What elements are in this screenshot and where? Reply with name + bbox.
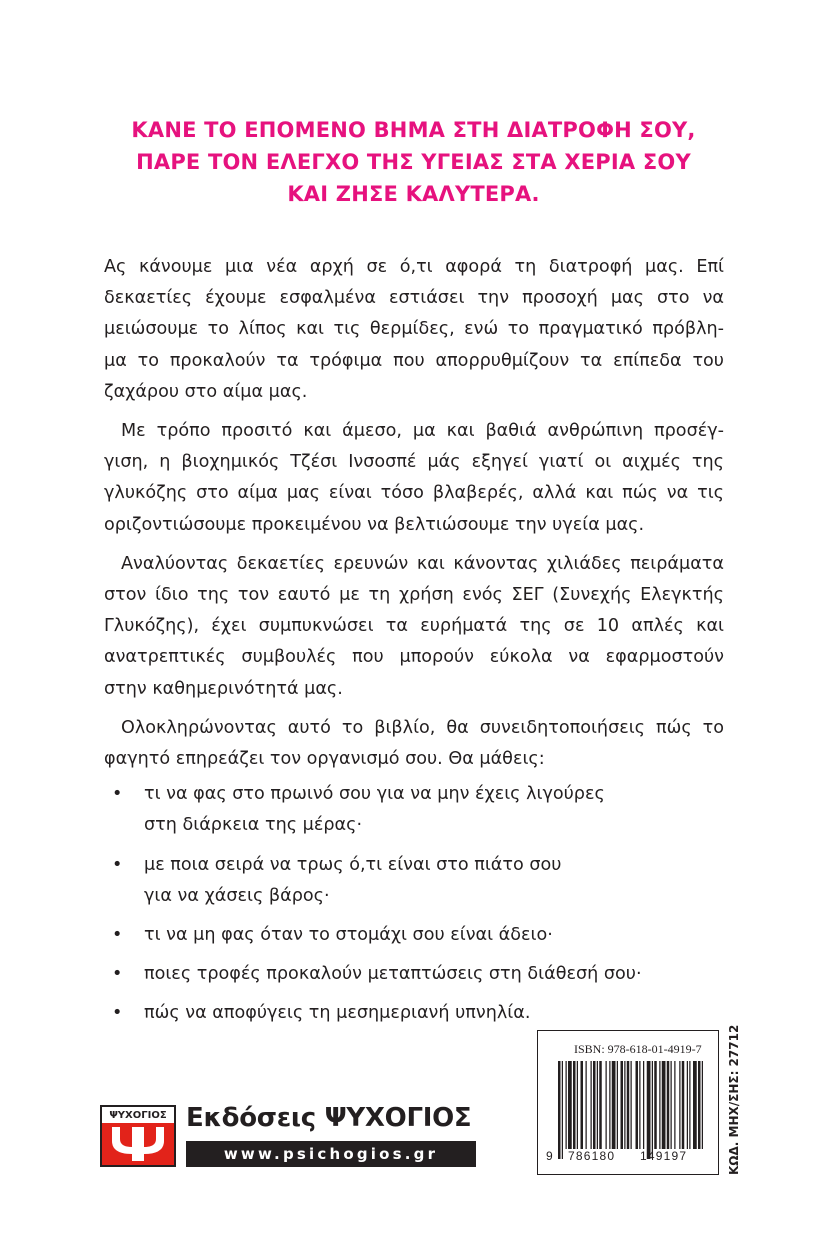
barcode-bar bbox=[654, 1061, 657, 1149]
headline bbox=[0, 114, 827, 210]
barcode-bar bbox=[627, 1061, 630, 1149]
barcode-bar bbox=[591, 1061, 592, 1149]
barcode-bar bbox=[577, 1061, 578, 1149]
list-item bbox=[104, 959, 724, 990]
list-item bbox=[104, 850, 724, 912]
list-item-text: με ποια σειρά να τρως ό,τι είναι στο πιάτο σου bbox=[144, 854, 562, 875]
bullet-marker: • bbox=[112, 1003, 123, 1024]
text-line: δεκαετίες έχουμε εσφαλμένα εστιάσει την προσοχή μας στο να bbox=[104, 288, 724, 309]
text-line: ανατρεπτικές συμβουλές που μπορούν εύκολα να εφαρμοστούν bbox=[104, 647, 724, 668]
barcode-bar bbox=[612, 1061, 616, 1149]
list-item bbox=[104, 779, 724, 841]
list-item-text: τι να φας στο πρωινό σου για να μην έχεις λιγούρες bbox=[144, 784, 605, 805]
isbn-label: ISBN: 978-618-01-4919-7 bbox=[574, 1042, 702, 1056]
psi-logo-icon bbox=[100, 1105, 176, 1167]
text-line: γλυκόζης στο αίμα μας είναι τόσο βλαβερές, αλλά και πώς να τις bbox=[104, 483, 724, 504]
barcode-bar bbox=[621, 1061, 624, 1149]
headline-line: ΚΑΝΕ ΤΟ ΕΠΟΜΕΝΟ ΒΗΜΑ ΣΤΗ ΔΙΑΤΡΟΦΗ ΣΟΥ, bbox=[131, 118, 696, 142]
barcode-digit-first: 9 bbox=[546, 1149, 553, 1163]
text-line: Ας κάνουμε μια νέα αρχή σε ό,τι αφορά τη διατροφή μας. Επί bbox=[104, 257, 724, 277]
text-line: στην καθημερινότητά μας. bbox=[104, 678, 343, 699]
paragraph-1 bbox=[104, 252, 724, 408]
barcode-bar bbox=[599, 1061, 602, 1149]
barcode-bar bbox=[671, 1061, 672, 1149]
barcode-bar bbox=[698, 1061, 701, 1149]
text-line: φαγητό επηρεάζει τον οργανισμό σου. Θα μάθεις: bbox=[104, 749, 545, 770]
barcode-bars bbox=[538, 1031, 720, 1176]
text-line: γιση, η βιοχημικός Τζέσι Ινσοσπέ μάς εξηγεί γιατί οι αιχμές της bbox=[104, 452, 724, 473]
bullet-marker: • bbox=[112, 854, 123, 875]
bullet-marker: • bbox=[112, 784, 123, 805]
barcode-bar bbox=[679, 1061, 680, 1149]
barcode-bar bbox=[643, 1061, 644, 1149]
barcode-bar bbox=[702, 1061, 703, 1149]
barcode-bar bbox=[566, 1061, 567, 1149]
barcode-bar bbox=[667, 1061, 670, 1149]
barcode-bar bbox=[562, 1061, 563, 1159]
text-line: οριζοντιώσουμε προκειμένου να βελτιώσουμε την υγεία μας. bbox=[104, 514, 645, 535]
barcode-bar bbox=[687, 1061, 688, 1149]
publisher-name: Εκδόσεις ΨΥΧΟΓΙΟΣ bbox=[186, 1103, 472, 1133]
list-item-text: για να χάσεις βάρος· bbox=[144, 885, 330, 906]
barcode bbox=[537, 1030, 719, 1175]
text-line: Ολοκληρώνοντας αυτό το βιβλίο, θα συνειδητοποιήσεις πώς το bbox=[121, 717, 724, 738]
barcode-bar bbox=[689, 1061, 690, 1149]
text-line: Με τρόπο προσιτό και άμεσο, μα και βαθιά ανθρώπινη προσέγ- bbox=[121, 421, 724, 442]
list-item bbox=[104, 998, 724, 1029]
barcode-bar bbox=[581, 1061, 584, 1149]
barcode-bar bbox=[624, 1061, 625, 1149]
list-item-text: τι να μη φας όταν το στομάχι σου είναι άδειο· bbox=[144, 925, 553, 946]
barcode-bar bbox=[652, 1061, 653, 1159]
barcode-bar bbox=[573, 1061, 576, 1149]
bullet-marker: • bbox=[112, 925, 123, 946]
paragraph-2 bbox=[104, 416, 724, 541]
text-line: στον ίδιο της τον εαυτό με τη χρήση ενός ΣΕΓ (Συνεχής Ελεγκτής bbox=[104, 585, 724, 606]
list-item-text: ποιες τροφές προκαλούν μεταπτώσεις στη διάθεσή σου· bbox=[144, 964, 642, 985]
text-line: ζαχάρου στο αίμα μας. bbox=[104, 381, 308, 402]
barcode-bar bbox=[662, 1061, 666, 1149]
bullet-marker: • bbox=[112, 964, 123, 985]
barcode-bar bbox=[609, 1061, 610, 1149]
paragraph-4 bbox=[104, 713, 724, 775]
barcode-bar bbox=[586, 1061, 587, 1149]
barcode-bar bbox=[631, 1061, 632, 1149]
barcode-bar bbox=[659, 1061, 660, 1149]
headline-line: ΠΑΡΕ ΤΟΝ ΕΛΕΓΧΟ ΤΗΣ ΥΓΕΙΑΣ ΣΤΑ ΧΕΡΙΑ ΣΟΥ bbox=[136, 150, 691, 174]
product-code: ΚΩΔ. ΜΗΧ/ΣΗΣ: 27712 bbox=[727, 1024, 741, 1175]
barcode-bar bbox=[568, 1061, 572, 1149]
barcode-bar bbox=[693, 1061, 697, 1149]
list-item-text: πώς να αποφύγεις τη μεσημεριανή υπνηλία. bbox=[144, 1003, 531, 1024]
list-item-text: στη διάρκεια της μέρας· bbox=[144, 815, 363, 836]
barcode-bar bbox=[593, 1061, 596, 1149]
barcode-bar bbox=[558, 1061, 561, 1159]
publisher-website: www.psichogios.gr bbox=[186, 1141, 476, 1167]
blurb bbox=[104, 252, 724, 1038]
barcode-bar bbox=[617, 1061, 618, 1149]
headline-line: ΚΑΙ ΖΗΣΕ ΚΑΛΥΤΕΡΑ. bbox=[287, 182, 540, 206]
text-line: Γλυκόζης), έχει συμπυκνώσει τα ευρήματά της σε 10 απλές και bbox=[104, 616, 724, 637]
barcode-digits-right: 149197 bbox=[640, 1149, 688, 1163]
barcode-digits-left: 786180 bbox=[568, 1149, 616, 1163]
paragraph-3 bbox=[104, 549, 724, 705]
list-item bbox=[104, 920, 724, 951]
barcode-bar bbox=[682, 1061, 685, 1149]
barcode-bar bbox=[597, 1061, 598, 1149]
text-line: μα το προκαλούν τα τρόφιμα που απορρυθμίζουν τα επίπεδα του bbox=[104, 350, 724, 371]
barcode-bar bbox=[647, 1061, 651, 1159]
bullet-list bbox=[104, 779, 724, 1029]
text-line: Αναλύοντας δεκαετίες ερευνών και κάνοντας χιλιάδες πειράματα bbox=[121, 553, 724, 574]
barcode-bar bbox=[606, 1061, 607, 1149]
text-line: μειώσουμε το λίπος και τις θερμίδες, ενώ το πραγματικό πρόβλη- bbox=[104, 319, 724, 340]
barcode-bar bbox=[636, 1061, 639, 1149]
barcode-bar bbox=[674, 1061, 675, 1149]
barcode-bar bbox=[639, 1061, 640, 1149]
logo-brand-text: ΨΥΧΟΓΙΟΣ bbox=[109, 1110, 167, 1121]
